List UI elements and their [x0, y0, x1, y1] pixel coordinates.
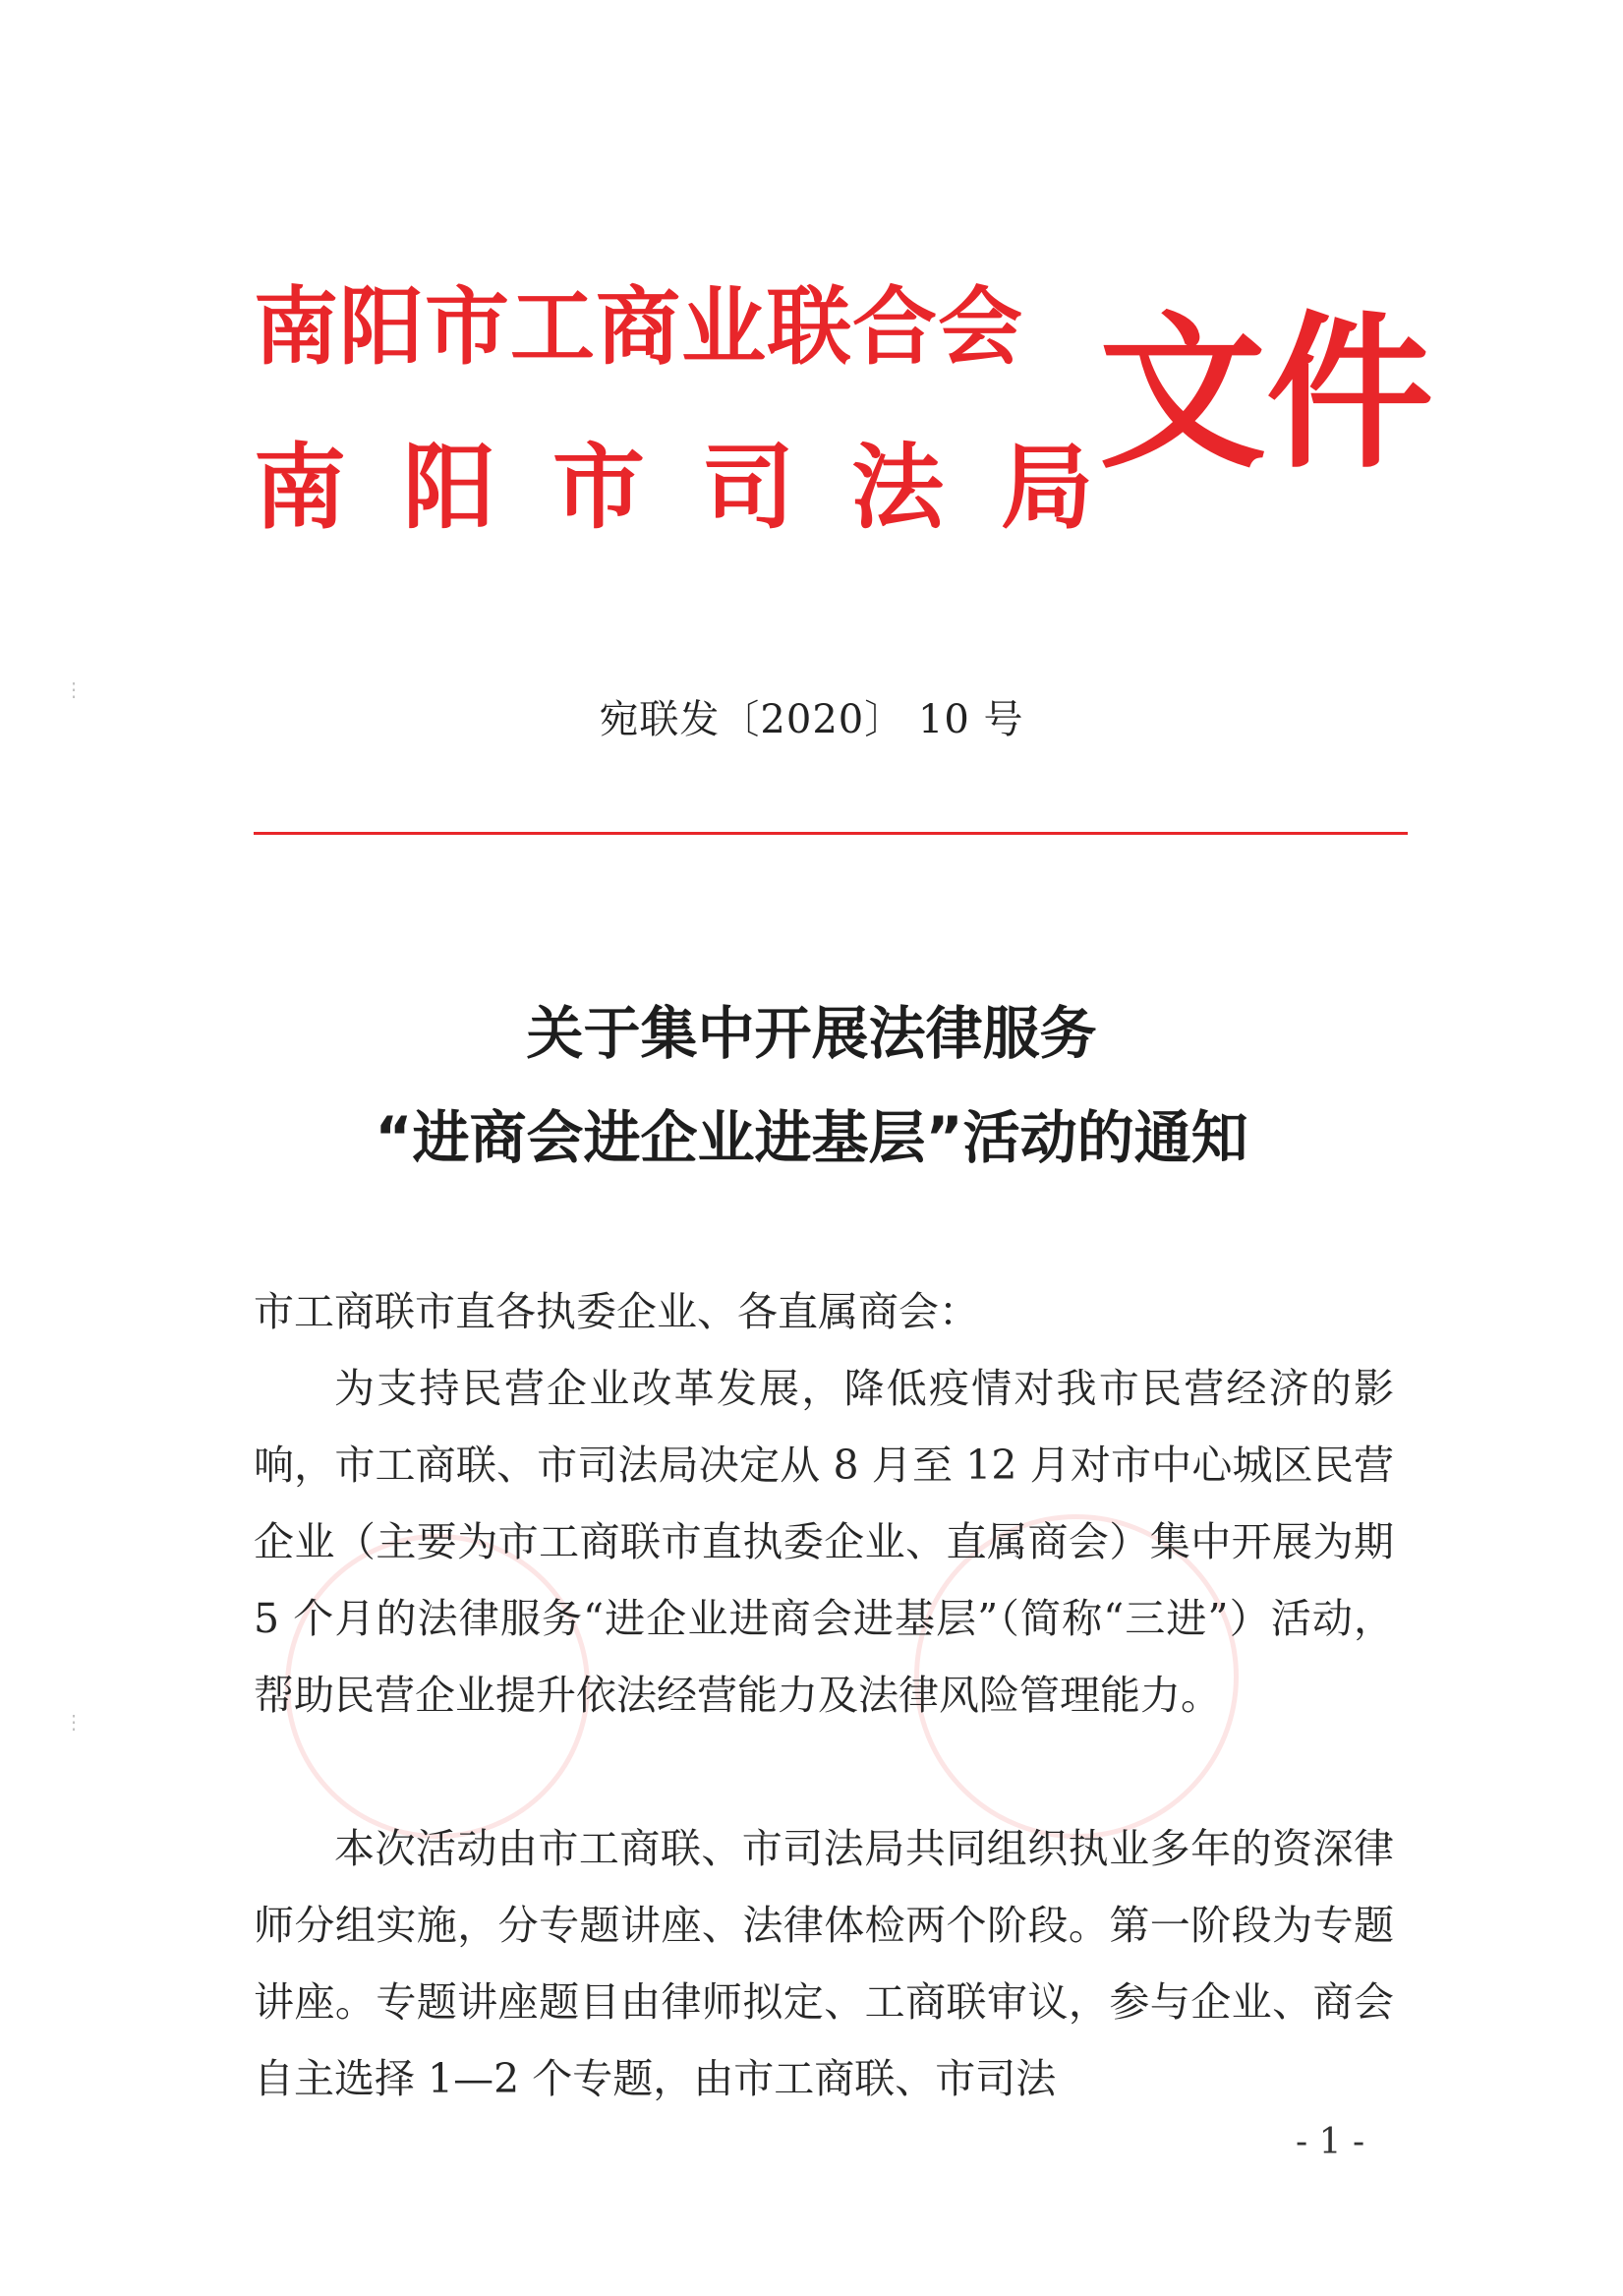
body-paragraph-1: 为支持民营企业改革发展，降低疫情对我市民营经济的影响，市工商联、市司法局决定从 8 月至 12 月对市中心城区民营企业（主要为市工商联市直执委企业、直属商会）集中开展为期 5 个月的法律服务“进企业进商会进基层”（简称“三进”）活动，帮助民营企业提升依法经营能力及法律风险管理能力。: [254, 1365, 1394, 1719]
margin-binding-mark: ⋮: [64, 1710, 84, 1734]
page-number: - 1 -: [1296, 2122, 1365, 2162]
notice-title-line-1: 关于集中开展法律服务: [526, 1000, 1097, 1067]
notice-title-line-2: “进商会进企业进基层”活动的通知: [375, 1104, 1248, 1171]
document-number: 宛联发〔2020〕 10 号: [599, 697, 1024, 742]
document-type-label: 文件: [1099, 297, 1434, 492]
body-paragraph-2: 本次活动由市工商联、市司法局共同组织执业多年的资深律师分组实施，分专题讲座、法律体检两个阶段。第一阶段为专题讲座。专题讲座题目由律师拟定、工商联审议，参与企业、商会自主选择 1—2 个专题，由市工商联、市司法: [254, 1825, 1394, 2102]
issuer-name-1: 南阳市工商业联合会: [254, 278, 1023, 377]
red-divider-line: [254, 832, 1408, 835]
margin-binding-mark: ⋮: [64, 677, 84, 701]
issuer-name-2: 南阳市司法局: [254, 435, 1151, 542]
salutation: 市工商联市直各执委企业、各直属商会：: [254, 1288, 979, 1335]
